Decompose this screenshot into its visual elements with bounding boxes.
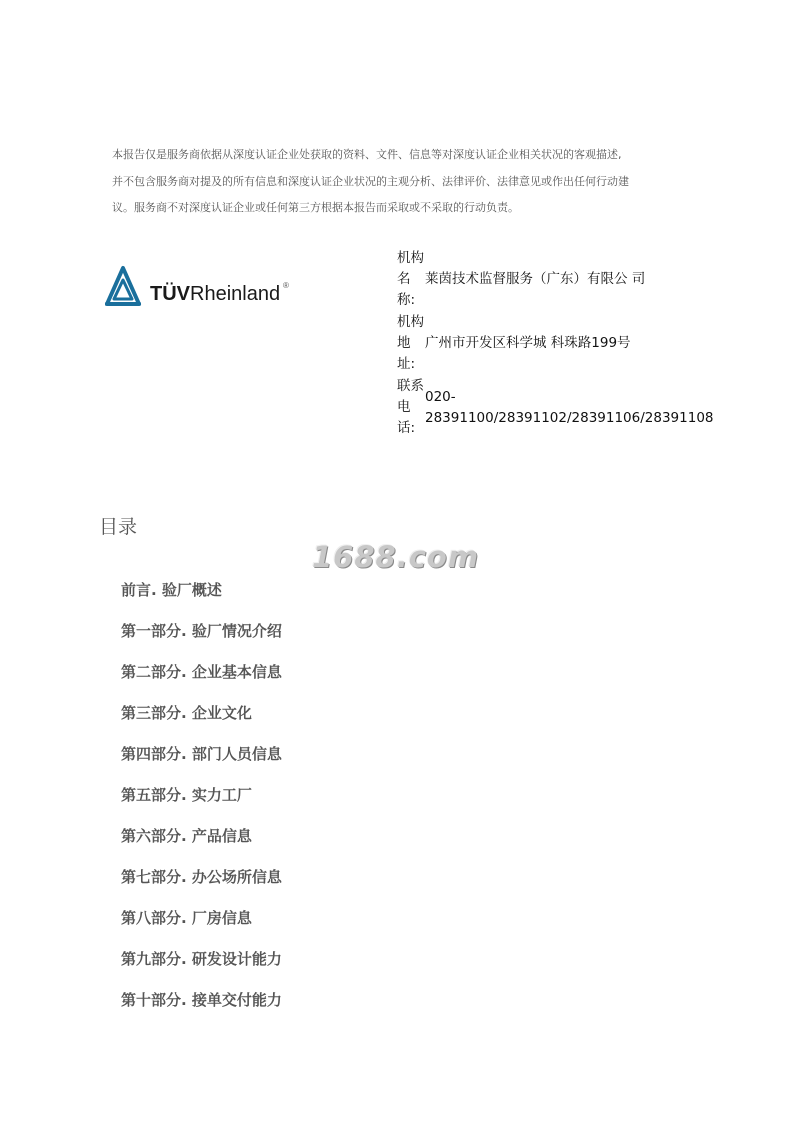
toc-item[interactable]: 前言. 验厂概述 [121,581,222,599]
toc-item[interactable]: 第四部分. 部门人员信息 [121,745,282,763]
toc-item[interactable]: 第八部分. 厂房信息 [121,909,252,927]
toc-item[interactable]: 第九部分. 研发设计能力 [121,950,282,968]
toc-list [121,577,282,1028]
org-name-label: 机构 名 称: [397,250,424,308]
logo-wordmark: TÜVRheinland [150,283,281,305]
tuv-rheinland-logo [102,250,302,326]
disclaimer-line: 议。服务商不对深度认证企业或任何第三方根据本报告而采取或不采取的行动负责。 [112,201,519,214]
org-phone-label: 联系 电 话: [397,378,424,436]
org-phone-value: 020- 28391100/28391102/28391106/28391108 [425,388,714,426]
toc-item[interactable]: 第一部分. 验厂情况介绍 [121,622,282,640]
org-name-value: 莱茵技术监督服务（广东）有限公 司 [425,271,646,287]
toc-item[interactable]: 第三部分. 企业文化 [121,704,252,722]
org-address-row [397,312,757,375]
toc-item[interactable]: 第十部分. 接单交付能力 [121,991,282,1009]
org-address-label: 机构 地 址: [397,314,424,372]
disclaimer-line: 本报告仅是服务商依据从深度认证企业处获取的资料、文件、信息等对深度认证企业相关状况的客观描述, [112,148,622,161]
toc-item[interactable]: 第七部分. 办公场所信息 [121,868,282,886]
disclaimer-line: 并不包含服务商对提及的所有信息和深度认证企业状况的主观分析、法律评价、法律意见或作出任何行动建 [112,174,629,188]
watermark: 1688.com [312,540,480,574]
toc-item[interactable]: 第二部分. 企业基本信息 [121,663,282,681]
org-phone-row [397,376,757,439]
org-address-value: 广州市开发区科学城 科珠路199号 [425,335,631,351]
toc-item[interactable]: 第六部分. 产品信息 [121,827,252,845]
logo-registered-mark: ® [283,281,289,290]
organization-info [397,248,757,440]
toc-item[interactable]: 第五部分. 实力工厂 [121,786,252,804]
disclaimer [112,142,702,222]
triangle-logo-icon [105,268,141,304]
toc-title: 目录 [99,516,138,538]
org-name-row [397,248,757,311]
